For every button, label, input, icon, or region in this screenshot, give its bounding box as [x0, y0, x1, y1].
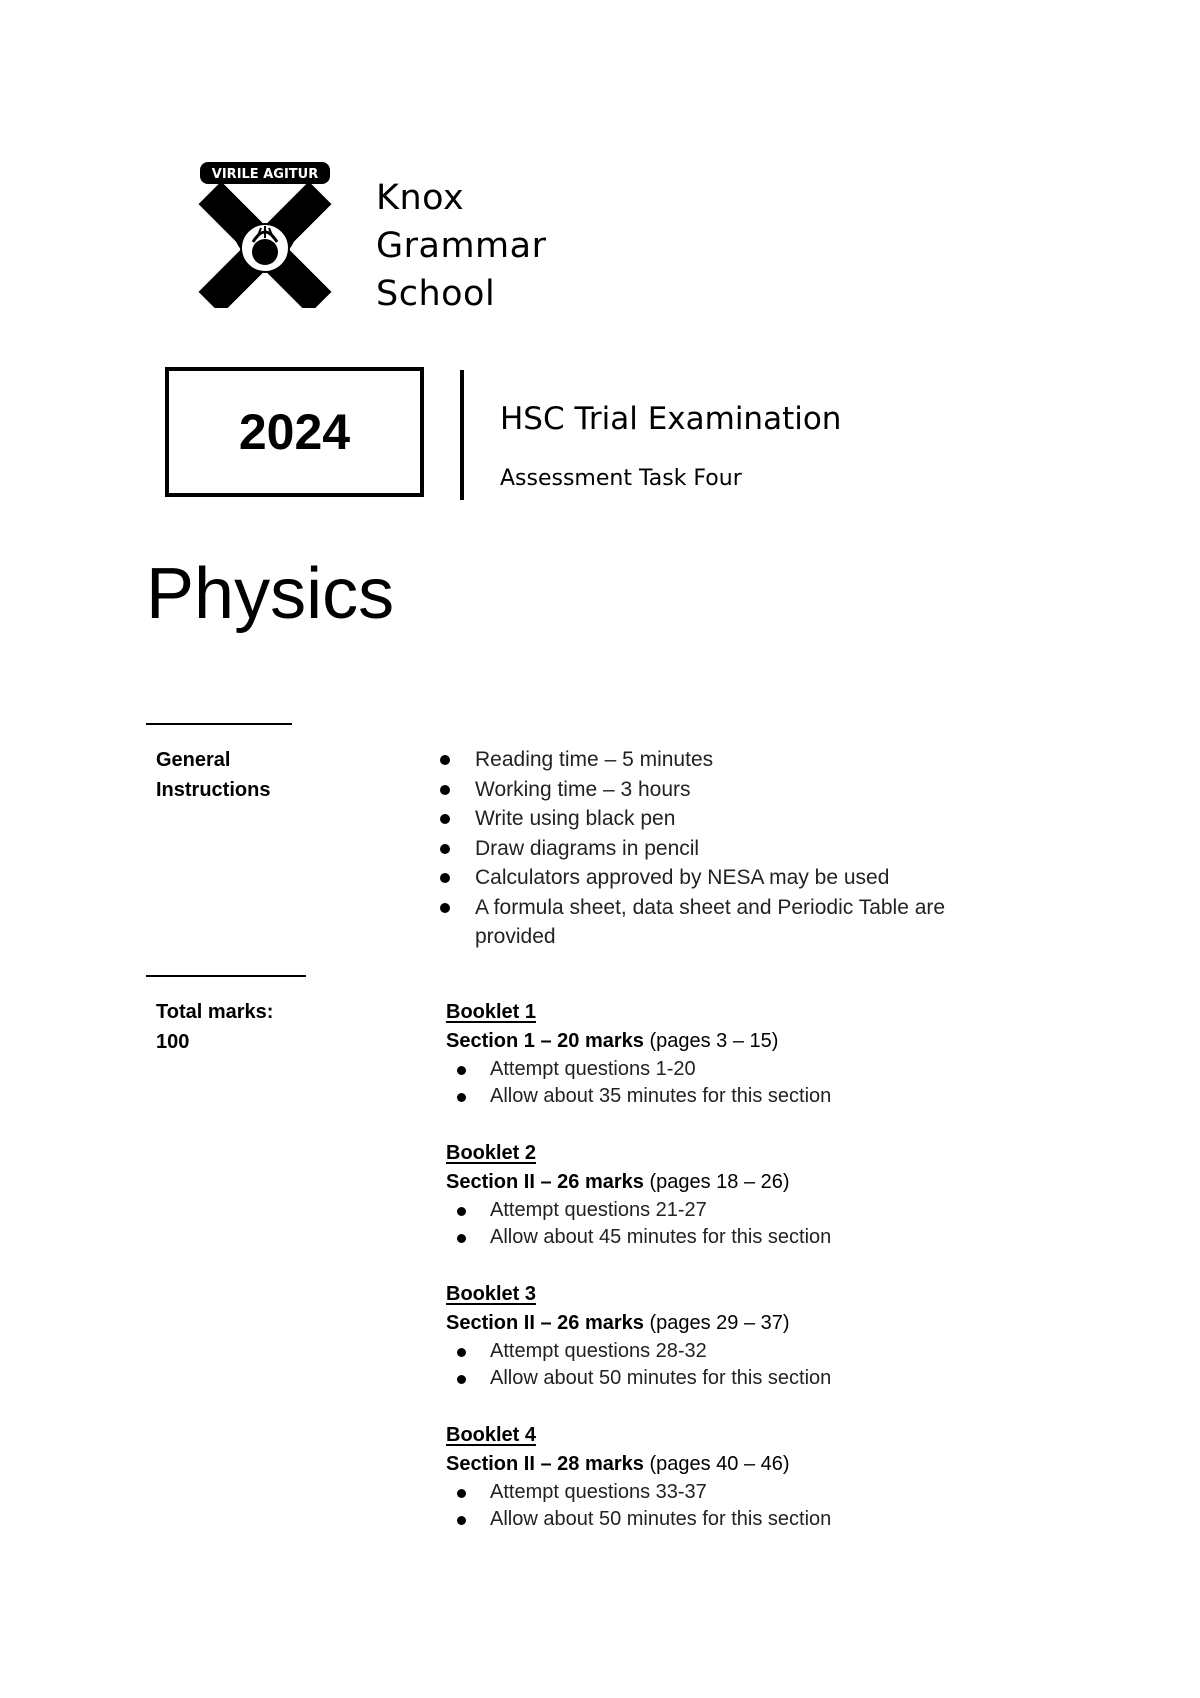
svg-text:VIRILE AGITUR: VIRILE AGITUR: [211, 167, 319, 182]
booklet-item: Allow about 45 minutes for this section: [446, 1224, 1006, 1251]
booklet-title: Booklet 2: [446, 1142, 537, 1164]
booklet-section: [446, 1450, 1006, 1479]
divider-rule: [146, 975, 306, 977]
instruction-item: Calculators approved by NESA may be used: [436, 863, 1006, 893]
booklet-items: [446, 1479, 1006, 1533]
section-pages: (pages 18 – 26): [649, 1171, 790, 1193]
booklet-title: Booklet 4: [446, 1424, 537, 1446]
exam-year: 2024: [238, 404, 351, 460]
section-marks: Section 1 – 20 marks: [446, 1030, 644, 1052]
booklets-list: [446, 998, 1006, 1562]
booklet-block: [446, 1139, 1006, 1251]
school-name-line: School: [376, 274, 496, 314]
exam-title: HSC Trial Examination: [500, 401, 842, 437]
section-marks: Section II – 26 marks: [446, 1171, 644, 1193]
booklet-title: Booklet 1: [446, 1001, 537, 1023]
school-name-line: Knox: [376, 178, 465, 218]
total-marks-label: [156, 997, 273, 1057]
booklet-item: Attempt questions 33-37: [446, 1479, 1006, 1506]
booklet-items: [446, 1056, 1006, 1110]
booklet-item: Attempt questions 21-27: [446, 1197, 1006, 1224]
booklet-item: Attempt questions 1-20: [446, 1056, 1006, 1083]
instruction-item: Working time – 3 hours: [436, 775, 1006, 805]
booklet-item: Attempt questions 28-32: [446, 1338, 1006, 1365]
total-marks-value: 100: [156, 1031, 190, 1053]
instruction-item: Draw diagrams in pencil: [436, 834, 1006, 864]
booklet-title: Booklet 3: [446, 1283, 537, 1305]
general-instructions-list: [436, 745, 1006, 952]
booklet-block: [446, 1280, 1006, 1392]
booklet-section: [446, 1309, 1006, 1338]
booklet-items: [446, 1197, 1006, 1251]
section-marks: Section II – 26 marks: [446, 1312, 644, 1334]
label-line: Instructions: [156, 779, 271, 801]
total-marks-text: Total marks:: [156, 1001, 274, 1023]
booklet-block: [446, 998, 1006, 1110]
header-divider: [460, 370, 464, 500]
school-crest-logo: [198, 160, 332, 308]
school-name: [376, 174, 547, 318]
assessment-task: Assessment Task Four: [500, 466, 742, 491]
instruction-item: Reading time – 5 minutes: [436, 745, 1006, 775]
section-pages: (pages 40 – 46): [649, 1453, 790, 1475]
school-name-line: Grammar: [376, 226, 547, 266]
booklet-item: Allow about 50 minutes for this section: [446, 1506, 1006, 1533]
instruction-item: Write using black pen: [436, 804, 1006, 834]
booklet-block: [446, 1421, 1006, 1533]
subject-title: Physics: [146, 554, 395, 634]
general-instructions-label: [156, 745, 270, 805]
booklet-section: [446, 1027, 1006, 1056]
section-marks: Section II – 28 marks: [446, 1453, 644, 1475]
instruction-item: A formula sheet, data sheet and Periodic Table are provided: [436, 893, 1006, 952]
exam-year-box: [165, 367, 424, 497]
section-pages: (pages 3 – 15): [649, 1030, 779, 1052]
booklet-section: [446, 1168, 1006, 1197]
label-line: General: [156, 749, 231, 771]
divider-rule: [146, 723, 292, 725]
booklet-item: Allow about 50 minutes for this section: [446, 1365, 1006, 1392]
booklet-item: Allow about 35 minutes for this section: [446, 1083, 1006, 1110]
booklet-items: [446, 1338, 1006, 1392]
section-pages: (pages 29 – 37): [649, 1312, 790, 1334]
